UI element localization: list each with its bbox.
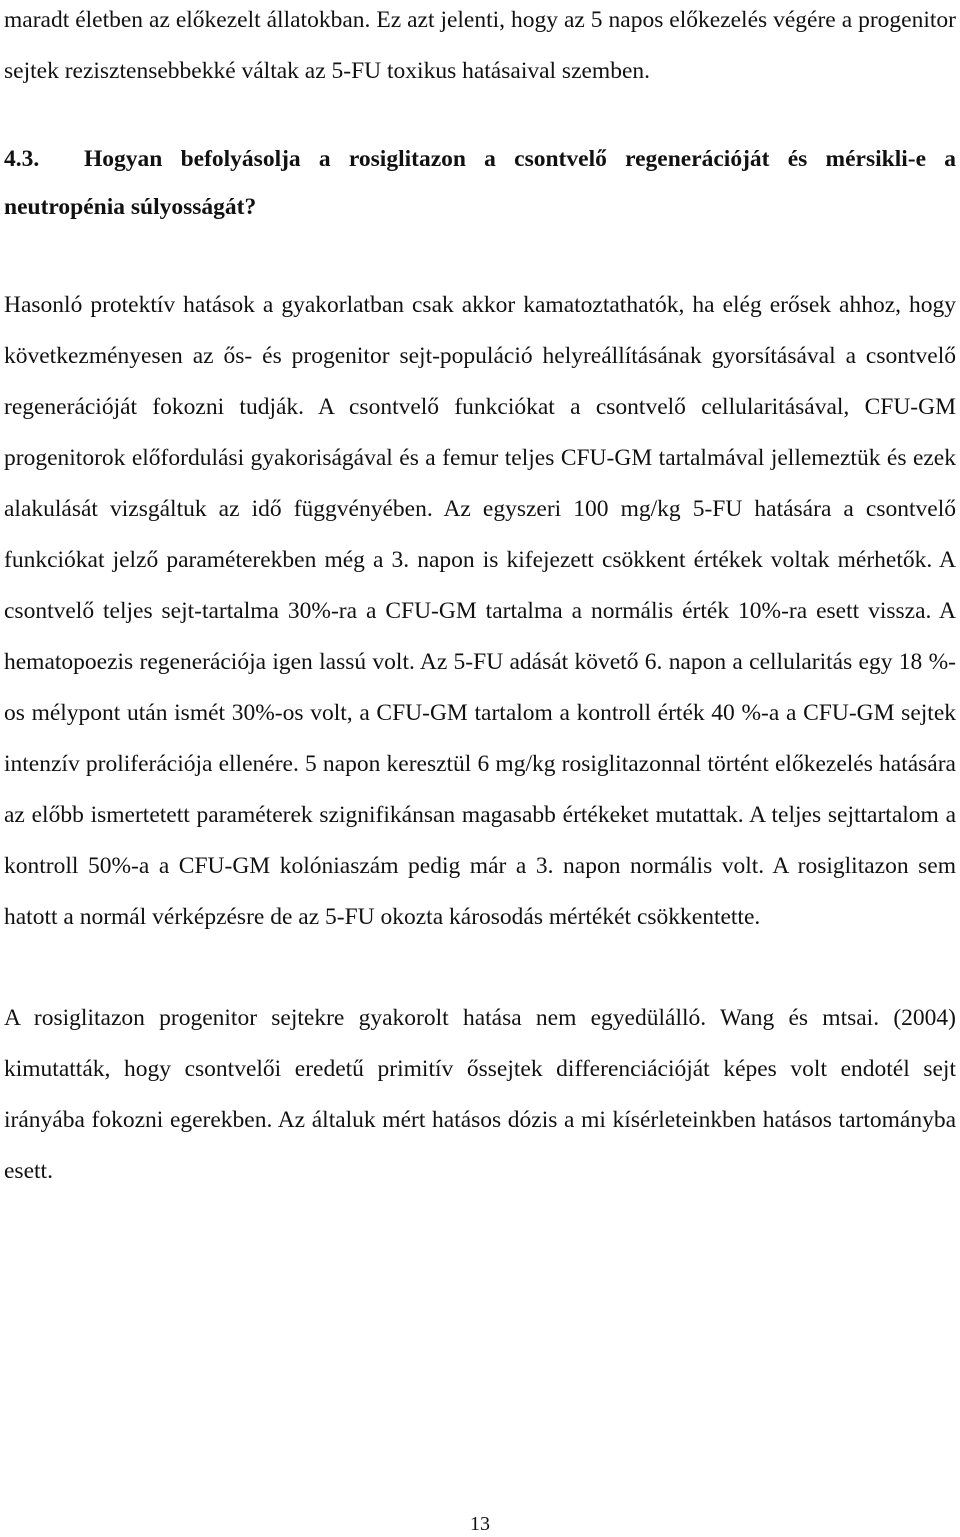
- section-number: 4.3.: [4, 146, 40, 172]
- page-number: 13: [470, 1513, 490, 1535]
- body-paragraph-1: Hasonló protektív hatások a gyakorlatban csak akkor kamatoztathatók, ha elég erősek ahhoz, hogy következményesen az ős- és progenitor sejt-populáció helyreállításának gyorsításával a csontvelő regenerációját fokozni tudják. A csontvelő funkciókat a csontvelő cellularitásával, CFU-GM progenitorok előfordulási gyakoriságával és a femur teljes CFU-GM tartalmával jellemeztük és ezek alakulását vizsgáltuk az idő függvényében. Az egyszeri 100 mg/kg 5-FU hatására a csontvelő funkciókat jelző paraméterekben még a 3. napon is kifejezett csökkent értékek voltak mérhetők. A csontvelő teljes sejt-tartalma 30%-ra a CFU-GM tartalma a normális érték 10%-ra esett vissza. A hematopoezis regenerációja igen lassú volt. Az 5-FU adását követő 6. napon a cellularitás egy 18 %-os mélypont után ismét 30%-os volt, a CFU-GM tartalom a kontroll érték 40 %-a a CFU-GM sejtek intenzív proliferációja ellenére. 5 napon keresztül 6 mg/kg rosiglitazonnal történt előkezelés hatására az előbb ismertetett paraméterek szignifikánsan magasabb értékeket mutattak. A teljes sejttartalom a kontroll 50%-a a CFU-GM kolóniaszám pedig már a 3. napon normális volt. A rosiglitazon sem hatott a normál vérképzésre de az 5-FU okozta károsodás mértékét csökkentette.: [4, 292, 956, 930]
- section-title: Hogyan befolyásolja a rosiglitazon a csontvelő regenerációját és mérsikli-e a neutropénia súlyosságát?: [4, 146, 956, 220]
- intro-paragraph: maradt életben az előkezelt állatokban. Ez azt jelenti, hogy az 5 napos előkezelés végére a progenitor sejtek rezisztensebbekké váltak az 5-FU toxikus hatásaival szemben.: [4, 7, 956, 84]
- body-paragraph-2: A rosiglitazon progenitor sejtekre gyakorolt hatása nem egyedülálló. Wang és mtsai. (2004) kimutatták, hogy csontvelői eredetű primitív őssejtek differenciációját képes volt endotél sejt irányába fokozni egerekben. Az általuk mért hatásos dózis a mi kísérleteinkben hatásos tartományba esett.: [4, 1005, 956, 1184]
- section-heading: [4, 135, 956, 231]
- document-page: [4, 0, 956, 1197]
